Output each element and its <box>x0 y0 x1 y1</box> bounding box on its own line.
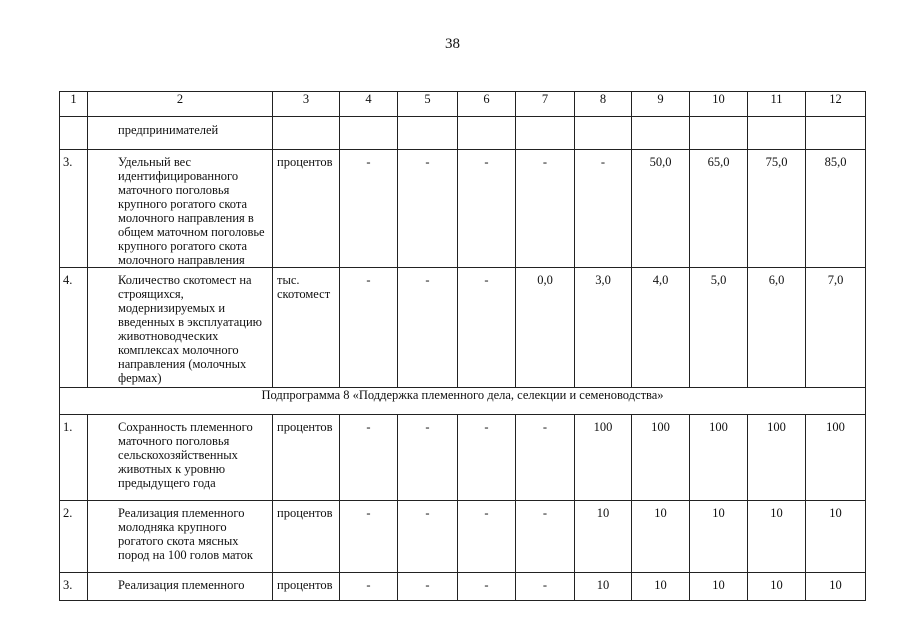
value-cell: 100 <box>575 415 632 501</box>
value-cell <box>398 117 458 150</box>
unit-cell: процентов <box>273 415 340 501</box>
value-cell <box>690 117 748 150</box>
indicator-name: предпринимателей <box>88 117 273 150</box>
indicator-name: Удельный вес идентифицированного маточного поголовья крупного рогатого скота молочного направления в общем маточном поголовье крупного рогатого скота молочного направления <box>88 150 273 268</box>
value-cell: - <box>458 573 516 601</box>
value-cell: - <box>340 573 398 601</box>
value-cell <box>340 117 398 150</box>
value-cell: - <box>398 573 458 601</box>
value-cell: 7,0 <box>806 268 866 388</box>
header-cell: 1 <box>60 92 88 117</box>
value-cell <box>806 117 866 150</box>
value-cell: 0,0 <box>516 268 575 388</box>
row-number: 2. <box>60 501 88 573</box>
header-cell: 2 <box>88 92 273 117</box>
value-cell: 75,0 <box>748 150 806 268</box>
value-cell: - <box>340 501 398 573</box>
value-cell: 65,0 <box>690 150 748 268</box>
value-cell: - <box>398 150 458 268</box>
row-number: 3. <box>60 150 88 268</box>
header-cell: 8 <box>575 92 632 117</box>
value-cell: - <box>516 573 575 601</box>
value-cell: - <box>458 501 516 573</box>
indicator-name: Реализация племенного молодняка крупного рогатого скота мясных пород на 100 голов маток <box>88 501 273 573</box>
value-cell: - <box>458 415 516 501</box>
value-cell: 6,0 <box>748 268 806 388</box>
value-cell: - <box>458 268 516 388</box>
value-cell: 100 <box>632 415 690 501</box>
value-cell <box>632 117 690 150</box>
table-row <box>60 501 866 573</box>
row-number <box>60 117 88 150</box>
row-number: 3. <box>60 573 88 601</box>
value-cell: 100 <box>690 415 748 501</box>
indicator-name: Сохранность племенного маточного поголовья сельскохозяйственных животных к уровню предыдущего года <box>88 415 273 501</box>
unit-cell: тыс. скотомест <box>273 268 340 388</box>
value-cell <box>516 117 575 150</box>
value-cell: 10 <box>806 501 866 573</box>
value-cell: - <box>516 150 575 268</box>
value-cell: - <box>398 501 458 573</box>
value-cell: 100 <box>748 415 806 501</box>
value-cell: - <box>516 501 575 573</box>
value-cell <box>575 117 632 150</box>
table-row <box>60 415 866 501</box>
table-row <box>60 573 866 601</box>
value-cell <box>748 117 806 150</box>
table-row <box>60 268 866 388</box>
value-cell: 10 <box>575 501 632 573</box>
subprogram-title: Подпрограмма 8 «Поддержка племенного дела, селекции и семеноводства» <box>60 388 866 415</box>
value-cell: - <box>398 415 458 501</box>
value-cell: 10 <box>748 501 806 573</box>
value-cell: - <box>340 268 398 388</box>
value-cell: 4,0 <box>632 268 690 388</box>
page-number: 38 <box>445 36 460 52</box>
value-cell: - <box>340 150 398 268</box>
value-cell: 50,0 <box>632 150 690 268</box>
value-cell: 10 <box>632 501 690 573</box>
header-cell: 11 <box>748 92 806 117</box>
indicator-name: Количество скотомест на строящихся, модернизируемых и введенных в эксплуатацию животноводческих комплексах молочного направления (молочных фермах) <box>88 268 273 388</box>
unit-cell <box>273 117 340 150</box>
table-row <box>60 150 866 268</box>
value-cell: 10 <box>806 573 866 601</box>
indicators-table <box>59 91 866 601</box>
value-cell <box>458 117 516 150</box>
value-cell: - <box>516 415 575 501</box>
header-cell: 10 <box>690 92 748 117</box>
value-cell: 100 <box>806 415 866 501</box>
value-cell: 10 <box>575 573 632 601</box>
header-row <box>60 92 866 117</box>
value-cell: - <box>340 415 398 501</box>
value-cell: 10 <box>690 501 748 573</box>
header-cell: 9 <box>632 92 690 117</box>
row-number: 1. <box>60 415 88 501</box>
unit-cell: процентов <box>273 150 340 268</box>
value-cell: - <box>575 150 632 268</box>
value-cell: 10 <box>690 573 748 601</box>
row-number: 4. <box>60 268 88 388</box>
value-cell: - <box>398 268 458 388</box>
indicator-name: Реализация племенного <box>88 573 273 601</box>
value-cell: 10 <box>748 573 806 601</box>
value-cell: 5,0 <box>690 268 748 388</box>
table-row <box>60 117 866 150</box>
value-cell: 85,0 <box>806 150 866 268</box>
header-cell: 7 <box>516 92 575 117</box>
header-cell: 3 <box>273 92 340 117</box>
value-cell: - <box>458 150 516 268</box>
header-cell: 4 <box>340 92 398 117</box>
unit-cell: процентов <box>273 501 340 573</box>
header-cell: 6 <box>458 92 516 117</box>
value-cell: 10 <box>632 573 690 601</box>
value-cell: 3,0 <box>575 268 632 388</box>
header-cell: 12 <box>806 92 866 117</box>
subprogram-row <box>60 388 866 415</box>
header-cell: 5 <box>398 92 458 117</box>
unit-cell: процентов <box>273 573 340 601</box>
